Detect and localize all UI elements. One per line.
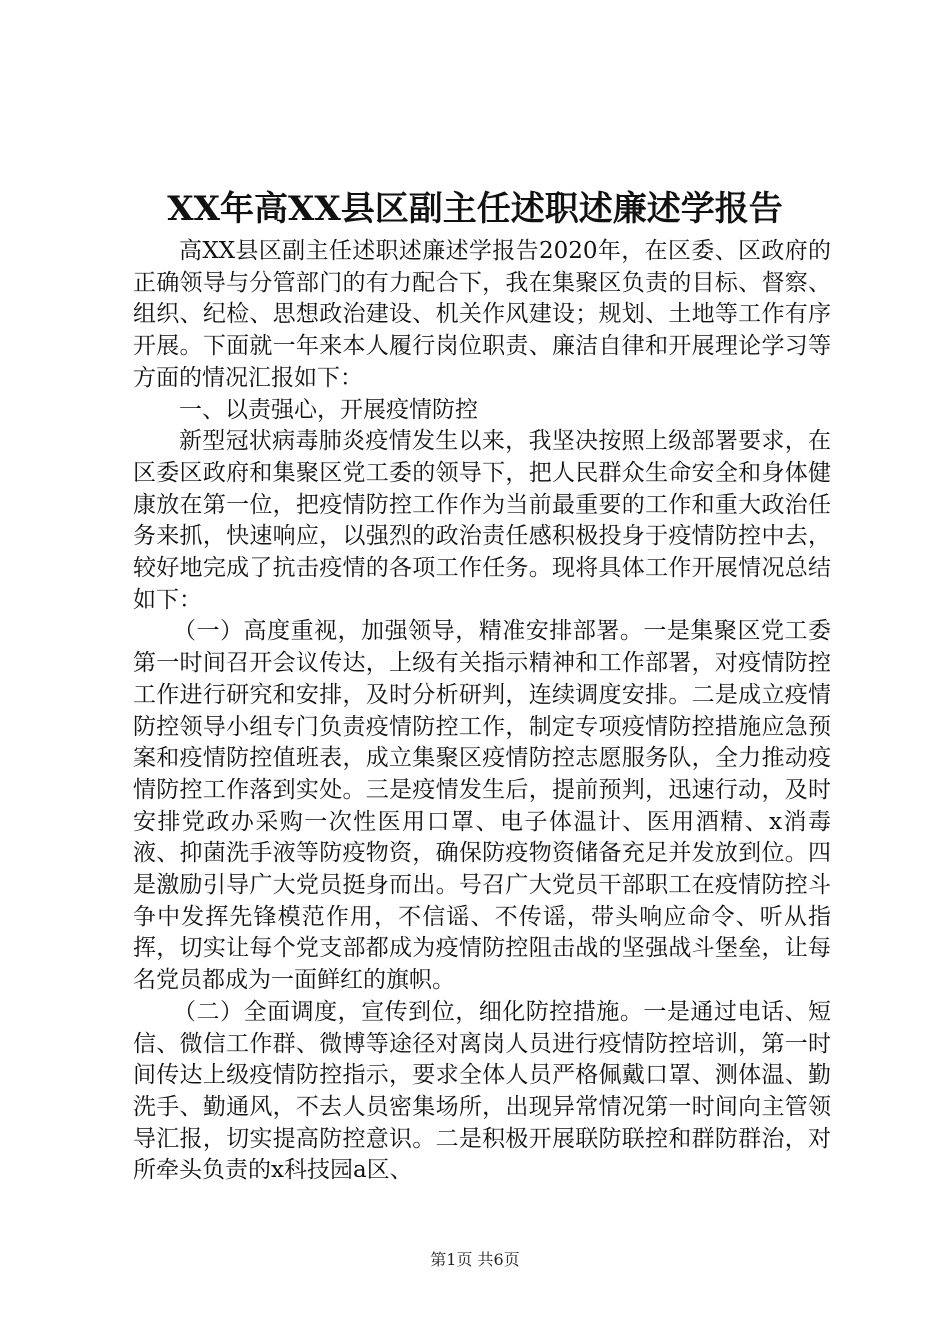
section-heading-1: 一、以责强心，开展疫情防控 (179, 396, 478, 423)
page-footer: 第1页 共6页 (430, 1250, 520, 1269)
paragraph-overview: 新型冠状病毒肺炎疫情发生以来，我坚决按照上级部署要求，在区委区政府和集聚区党工委的领导下，把人民群众生命安全和身体健康放在第一位，把疫情防控工作作为当前最重要的工作和重大政治任务来抓，快速响应，以强烈的政治责任感积极投身于疫情防控中去，较好地完成了抗击疫情的各项工作任务。现将具体工作开展情况总结如下： (133, 428, 831, 613)
paragraph-subsection-1: （一）高度重视，加强领导，精准安排部署。一是集聚区党工委第一时间召开会议传达，上级有关指示精神和工作部署，对疫情防控工作进行研究和安排，及时分析研判，连续调度安排。二是成立疫情防控领导小组专门负责疫情防控工作，制定专项疫情防控措施应急预案和疫情防控值班表，成立集聚区疫情防控志愿服务队，全力推动疫情防控工作落到实处。三是疫情发生后，提前预判，迅速行动，及时安排党政办采购一次性医用口罩、电子体温计、医用酒精、x消毒液、抑菌洗手液等防疫物资，确保防疫物资储备充足并发放到位。四是激励引导广大党员挺身而出。号召广大党员干部职工在疫情防控斗争中发挥先锋模范作用，不信谣、不传谣，带头响应命令、听从指挥，切实让每个党支部都成为疫情防控阻击战的坚强战斗堡垒，让每名党员都成为一面鲜红的旗帜。 (133, 618, 831, 994)
document-title: XX年高XX县区副主任述职述廉述学报告 (167, 189, 783, 229)
paragraph-intro: 高XX县区副主任述职述廉述学报告2020年，在区委、区政府的正确领导与分管部门的有力配合下，我在集聚区负责的目标、督察、组织、纪检、思想政治建设、机关作风建设；规划、土地等工作有序开展。下面就一年来本人履行岗位职责、廉洁自律和开展理论学习等方面的情况汇报如下： (133, 238, 831, 391)
paragraph-subsection-2: （二）全面调度，宣传到位，细化防控措施。一是通过电话、短信、微信工作群、微博等途径对离岗人员进行疫情防控培训，第一时间传达上级疫情防控指示，要求全体人员严格佩戴口罩、测体温、勤洗手、勤通风，不去人员密集场所，出现异常情况第一时间向主管领导汇报，切实提高防控意识。二是积极开展联防联控和群防群治，对所牵头负责的x科技园a区、 (133, 998, 831, 1184)
document-body (133, 236, 831, 1187)
